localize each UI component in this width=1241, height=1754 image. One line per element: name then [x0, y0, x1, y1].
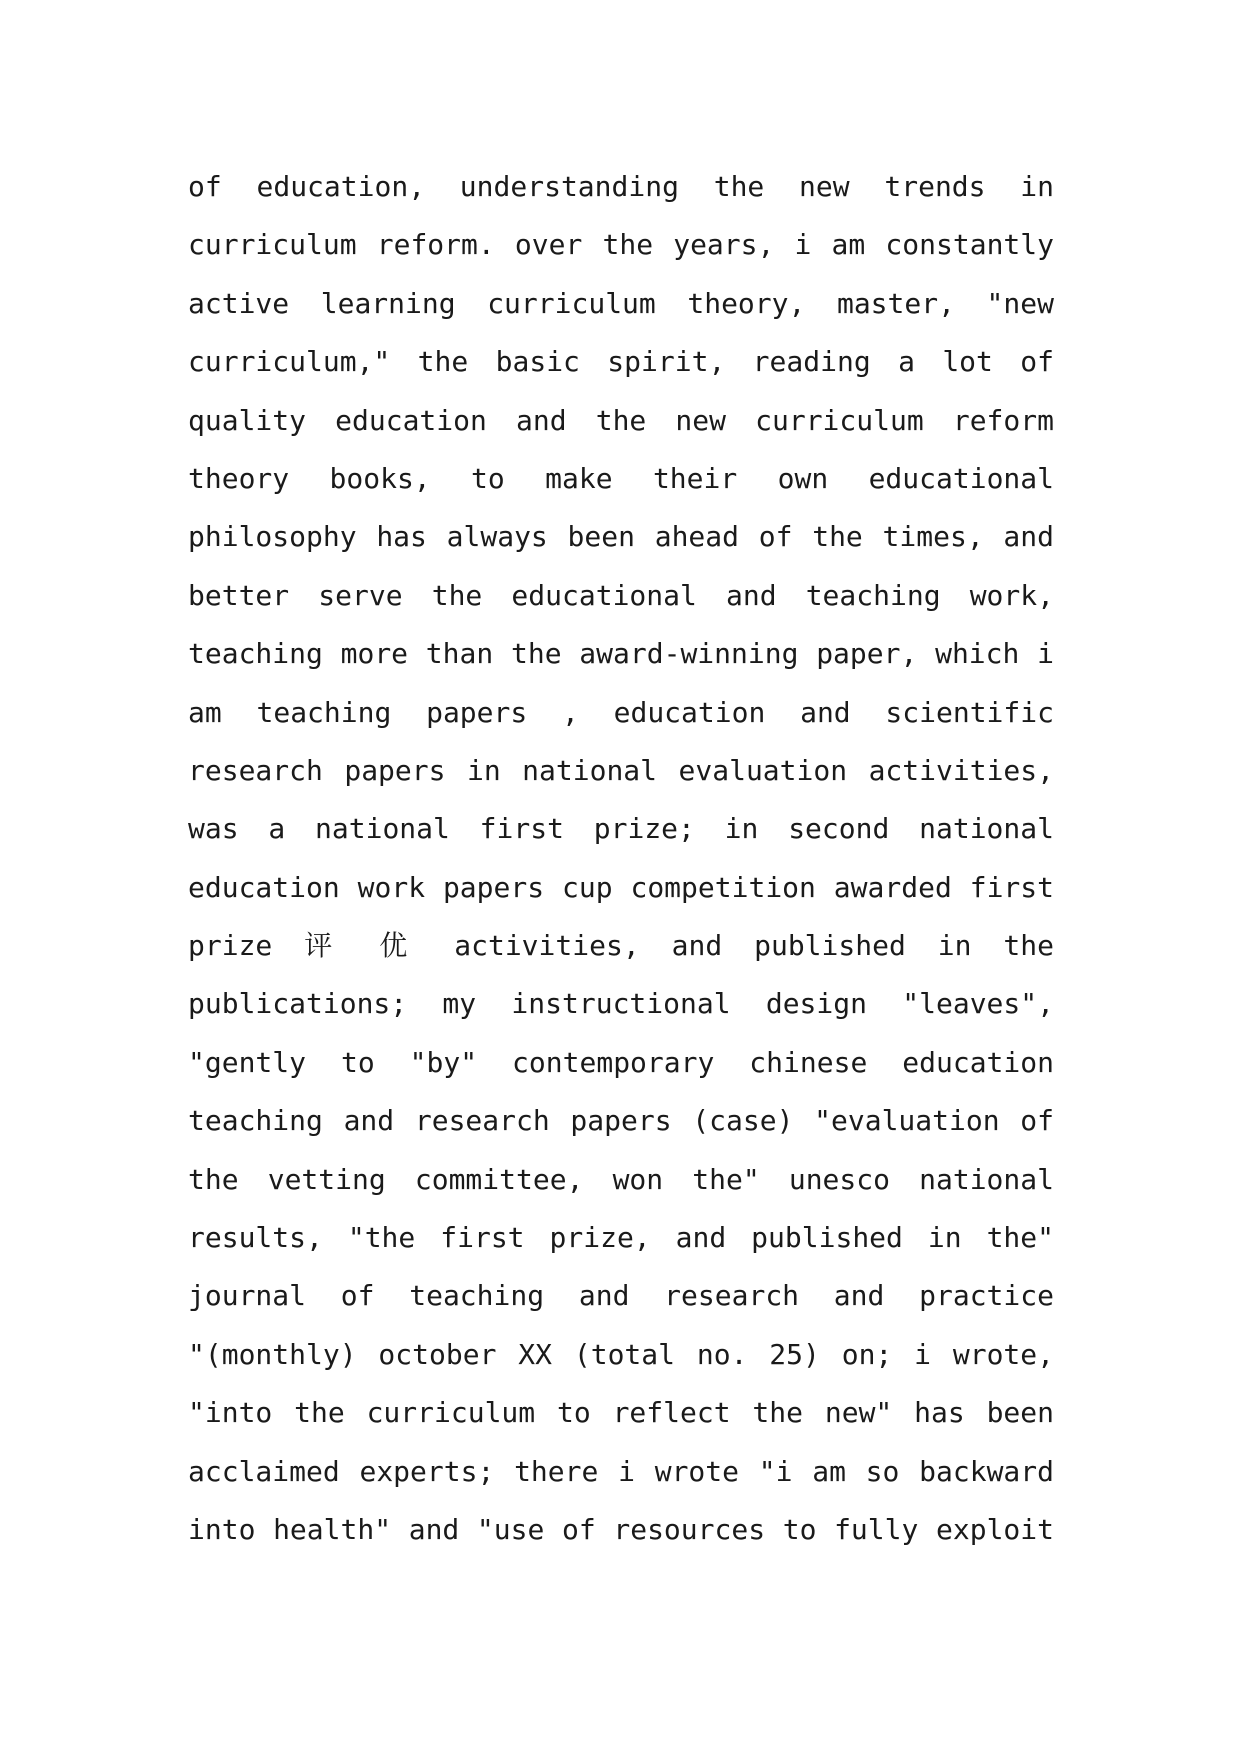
text-line: acclaimed experts; there i wrote "i am so backward [188, 1454, 1054, 1488]
text-line: active learning curriculum theory, master, "new [188, 286, 1054, 320]
text-line: was a national first prize; in second national [188, 812, 1054, 846]
text-line: results, "the first prize, and published in the" [188, 1221, 1054, 1255]
text-line: curriculum," the basic spirit, reading a lot of [188, 345, 1054, 379]
text-line: curriculum reform. over the years, i am constantly [188, 228, 1054, 262]
text-line: prize 评 优 activities, and published in the [188, 929, 1054, 963]
text-line: teaching more than the award-winning paper, which i [188, 637, 1054, 671]
text-line: of education, understanding the new trends in [188, 170, 1054, 203]
text-line: am teaching papers , education and scientific [188, 695, 1054, 729]
text-line: journal of teaching and research and practice [188, 1279, 1054, 1313]
text-line: quality education and the new curriculum reform [188, 403, 1054, 437]
body-text [188, 162, 1054, 1563]
text-line: philosophy has always been ahead of the times, and [188, 520, 1054, 554]
text-line: "gently to "by" contemporary chinese education [188, 1045, 1054, 1079]
text-line: publications; my instructional design "leaves", [188, 987, 1054, 1021]
text-line: the vetting committee, won the" unesco national [188, 1162, 1054, 1196]
text-line: "(monthly) october XX (total no. 25) on; i wrote, [188, 1337, 1054, 1371]
text-line: better serve the educational and teaching work, [188, 578, 1054, 612]
text-line: education work papers cup competition awarded first [188, 870, 1054, 904]
text-line: into health" and "use of resources to fully exploit [188, 1512, 1054, 1546]
text-line: "into the curriculum to reflect the new" has been [188, 1396, 1054, 1430]
text-line: research papers in national evaluation activities, [188, 753, 1054, 787]
text-line: teaching and research papers (case) "evaluation of [188, 1104, 1054, 1138]
text-line: theory books, to make their own educational [188, 461, 1054, 495]
